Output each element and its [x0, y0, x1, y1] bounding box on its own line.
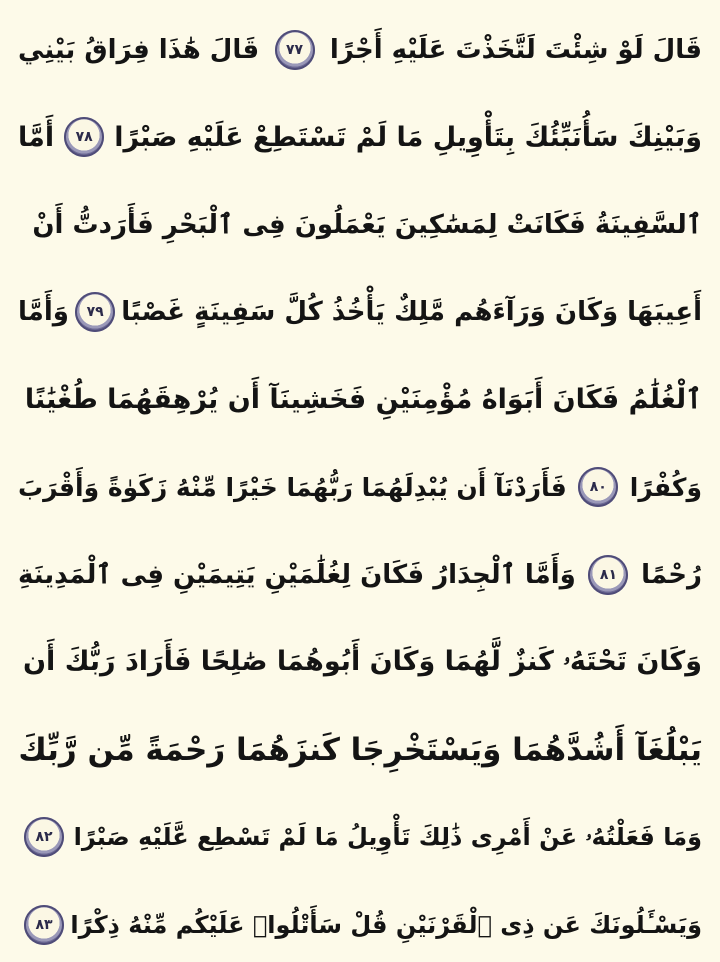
verse-text: وَمَا فَعَلْتُهُۥ عَنْ أَمْرِى ذَٰلِكَ تَأْوِيلُ مَا لَمْ تَسْطِع عَّلَيْهِ صَبْرًا	[73, 823, 702, 852]
ayah-number-marker	[24, 817, 64, 857]
ayah-number: ٨١	[599, 566, 618, 583]
verse-text: أَعِيبَهَا وَكَانَ وَرَآءَهُم مَّلِكٌ يَأْخُذُ كُلَّ سَفِينَةٍ غَصْبًا	[121, 297, 702, 328]
verse-text: ٱلْغُلَٰمُ فَكَانَ أَبَوَاهُ مُؤْمِنَيْنِ فَخَشِينَآ أَن يُرْهِقَهُمَا طُغْيَٰنًا	[24, 384, 702, 416]
ayah-number-marker	[75, 292, 115, 332]
verse-text: وَيَسْـَٔلُونَكَ عَن ذِى ٱلْقَرْنَيْنِ قُلْ سَأَتْلُوا۟ عَلَيْكُم مِّنْهُ ذِكْرًا	[70, 910, 702, 939]
ayah-number-marker	[24, 905, 64, 945]
verse-text: وَكُفْرًا	[629, 472, 702, 502]
verse-text: فَأَرَدْنَآ أَن يُبْدِلَهُمَا رَبُّهُمَا خَيْرًا مِّنْهُ زَكَوٰةً وَأَقْرَبَ	[18, 472, 567, 502]
verse-text: رُحْمًا	[641, 559, 702, 590]
text-line	[18, 706, 702, 794]
quran-text-block	[18, 6, 702, 962]
ayah-number: ٧٧	[285, 41, 304, 58]
ayah-number: ٨٠	[589, 479, 607, 496]
verse-text: قَالَ لَوْ شِئْتَ لَتَّخَذْتَ عَلَيْهِ أَجْرًا	[329, 34, 702, 65]
text-line	[18, 269, 702, 357]
ayah-number: ٧٨	[75, 129, 93, 146]
verse-text: وَأَمَّا ٱلْجِدَارُ فَكَانَ لِغُلَٰمَيْنِ يَتِيمَيْنِ فِى ٱلْمَدِينَةِ	[18, 559, 576, 590]
verse-text: ٱلسَّفِينَةُ فَكَانَتْ لِمَسَٰكِينَ يَعْمَلُونَ فِى ٱلْبَحْرِ فَأَرَدتُّ أَنْ	[32, 209, 702, 240]
text-line	[18, 881, 702, 962]
text-line	[18, 356, 702, 444]
ayah-number: ٨٢	[35, 829, 53, 846]
text-line	[18, 444, 702, 532]
verse-text: يَبْلُغَآ أَشُدَّهُمَا وَيَسْتَخْرِجَا كَنزَهُمَا رَحْمَةً مِّن رَّبِّكَ	[18, 731, 702, 768]
text-line	[18, 94, 702, 182]
ayah-number-marker	[578, 467, 618, 507]
text-line	[18, 531, 702, 619]
verse-text: أَمَّا	[18, 121, 55, 153]
text-line	[18, 619, 702, 707]
ayah-number-marker	[275, 30, 315, 70]
ayah-number-marker	[64, 117, 104, 157]
verse-text: وَبَيْنِكَ سَأُنَبِّئُكَ بِتَأْوِيلِ مَا لَمْ تَسْتَطِعْ عَلَيْهِ صَبْرًا	[114, 121, 702, 153]
text-line	[18, 794, 702, 882]
ayah-number-marker	[588, 555, 628, 595]
ayah-number: ٧٩	[86, 304, 104, 321]
text-line	[18, 6, 702, 94]
verse-text: قَالَ هَٰذَا فِرَاقُ بَيْنِي	[18, 34, 260, 65]
verse-text: وَكَانَ تَحْتَهُۥ كَنزٌ لَّهُمَا وَكَانَ أَبُوهُمَا صَٰلِحًا فَأَرَادَ رَبُّكَ أَن	[23, 646, 702, 678]
text-line	[18, 181, 702, 269]
verse-text: وَأَمَّا	[18, 297, 69, 328]
ayah-number: ٨٣	[35, 916, 53, 933]
